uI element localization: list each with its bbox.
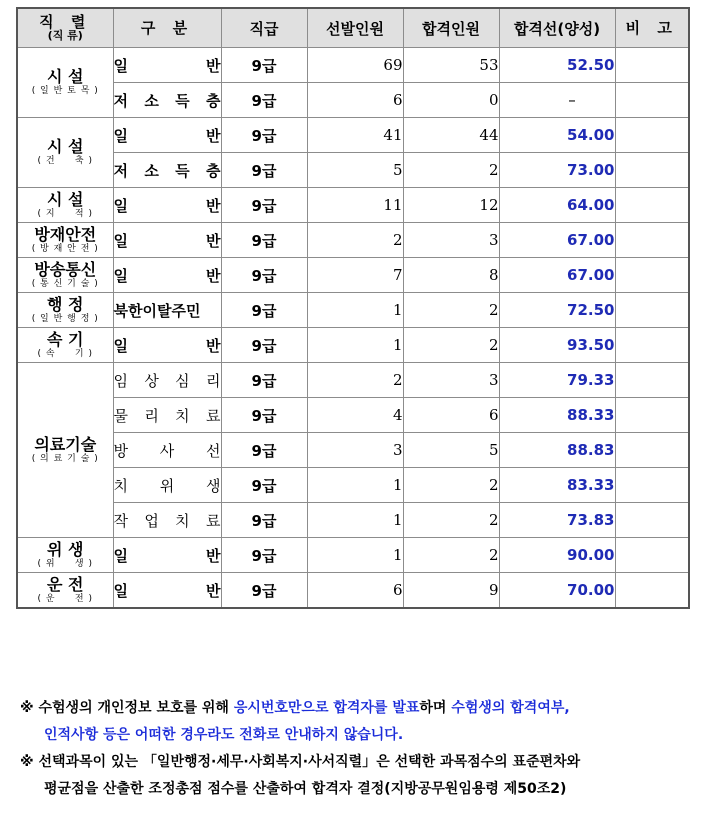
table-row: [17, 118, 689, 153]
category-cell: [17, 48, 113, 118]
table-row: [17, 468, 689, 503]
grade-cell: 9급: [221, 118, 307, 153]
category-name: 행 정: [47, 294, 84, 314]
passed-cell: 2: [403, 328, 499, 363]
selected-cell: 1: [307, 503, 403, 538]
table-row: [17, 328, 689, 363]
division-cell: [113, 433, 221, 468]
division-label: 물 리 치 료: [113, 406, 221, 425]
grade-cell: 9급: [221, 83, 307, 118]
division-cell: [113, 328, 221, 363]
category-subname: ( 속 기 ): [37, 348, 93, 359]
remarks-cell: [615, 538, 689, 573]
category-cell: [17, 258, 113, 293]
remarks-cell: [615, 153, 689, 188]
cutoff-cell: –: [499, 83, 615, 118]
division-cell: [113, 153, 221, 188]
category-name: 방송통신: [34, 259, 97, 279]
cutoff-cell: 70.00: [499, 573, 615, 609]
selected-cell: 1: [307, 328, 403, 363]
note-privacy: ※ 수험생의 개인정보 보호를 위해 응시번호만으로 합격자를 발표하며 수험생의 합격여부,: [20, 700, 570, 716]
grade-cell: 9급: [221, 363, 307, 398]
category-cell: [17, 363, 113, 538]
passed-cell: 53: [403, 48, 499, 83]
grade-cell: 9급: [221, 48, 307, 83]
grade-cell: 9급: [221, 223, 307, 258]
remarks-cell: [615, 573, 689, 609]
category-cell: [17, 118, 113, 188]
division-cell: [113, 188, 221, 223]
passed-cell: 3: [403, 223, 499, 258]
table-row: [17, 293, 689, 328]
category-name: 의료기술: [34, 434, 97, 454]
category-cell: [17, 223, 113, 258]
division-cell: [113, 48, 221, 83]
division-cell: [113, 363, 221, 398]
selected-cell: 7: [307, 258, 403, 293]
table-row: [17, 83, 689, 118]
table-row: [17, 258, 689, 293]
division-cell: [113, 503, 221, 538]
passed-cell: 2: [403, 293, 499, 328]
grade-cell: 9급: [221, 573, 307, 609]
selected-cell: 3: [307, 433, 403, 468]
division-label: 저 소 득 층: [113, 161, 221, 180]
passed-cell: 8: [403, 258, 499, 293]
note-privacy-cont: 인적사항 등은 어떠한 경우라도 전화로 안내하지 않습니다.: [44, 727, 404, 743]
division-label: 저 소 득 층: [113, 91, 221, 110]
grade-cell: 9급: [221, 258, 307, 293]
table-row: [17, 153, 689, 188]
remarks-cell: [615, 328, 689, 363]
header-division: 구 분: [113, 8, 221, 48]
cutoff-cell: 72.50: [499, 293, 615, 328]
cutoff-cell: 90.00: [499, 538, 615, 573]
table-row: [17, 538, 689, 573]
selected-cell: 5: [307, 153, 403, 188]
remarks-cell: [615, 468, 689, 503]
selected-cell: 2: [307, 223, 403, 258]
header-grade: 직급: [221, 8, 307, 48]
category-name: 시 설: [47, 137, 84, 156]
grade-cell: 9급: [221, 503, 307, 538]
category-subname: ( 지 적 ): [37, 208, 93, 219]
category-subname: ( 일 반 토 목 ): [31, 86, 99, 96]
cutoff-cell: 93.50: [499, 328, 615, 363]
grade-cell: 9급: [221, 188, 307, 223]
passed-cell: 6: [403, 398, 499, 433]
division-cell: [113, 223, 221, 258]
category-subname: ( 위 생 ): [37, 558, 93, 569]
category-cell: [17, 328, 113, 363]
division-cell: [113, 573, 221, 609]
category-cell: [17, 573, 113, 609]
passed-cell: 2: [403, 153, 499, 188]
passed-cell: 2: [403, 538, 499, 573]
category-cell: [17, 188, 113, 223]
table-row: [17, 48, 689, 83]
division-cell: [113, 83, 221, 118]
remarks-cell: [615, 118, 689, 153]
note-scoring: ※ 선택과목이 있는 「일반행정·세무·사회복지·사서직렬」은 선택한 과목점수의 표준편차와: [20, 754, 581, 770]
category-name: 운 전: [47, 574, 84, 594]
division-cell: [113, 118, 221, 153]
remarks-cell: [615, 433, 689, 468]
category-cell: [17, 293, 113, 328]
category-subname: ( 운 전 ): [37, 593, 93, 604]
header-selected: 선발인원: [307, 8, 403, 48]
category-subname: ( 일 반 행 정 ): [31, 313, 99, 324]
remarks-cell: [615, 188, 689, 223]
cutoff-cell: 83.33: [499, 468, 615, 503]
division-label: 일 반: [113, 266, 221, 285]
category-name: 시 설: [47, 189, 84, 209]
table-row: [17, 398, 689, 433]
cutoff-cell: 88.33: [499, 398, 615, 433]
grade-cell: 9급: [221, 398, 307, 433]
division-label: 일 반: [113, 336, 221, 355]
grade-cell: 9급: [221, 153, 307, 188]
division-label: 임 상 심 리: [113, 371, 221, 390]
grade-cell: 9급: [221, 293, 307, 328]
remarks-cell: [615, 258, 689, 293]
division-label: 일 반: [113, 56, 221, 75]
selected-cell: 41: [307, 118, 403, 153]
passed-cell: 2: [403, 503, 499, 538]
selected-cell: 1: [307, 293, 403, 328]
remarks-cell: [615, 503, 689, 538]
grade-cell: 9급: [221, 468, 307, 503]
table-row: [17, 573, 689, 609]
remarks-cell: [615, 293, 689, 328]
category-subname: ( 통 신 기 술 ): [31, 278, 99, 289]
table-row: [17, 188, 689, 223]
cutoff-cell: 88.83: [499, 433, 615, 468]
passed-cell: 0: [403, 83, 499, 118]
passed-cell: 44: [403, 118, 499, 153]
division-label: 일 반: [113, 581, 221, 600]
division-cell: [113, 538, 221, 573]
selected-cell: 11: [307, 188, 403, 223]
table-row: [17, 223, 689, 258]
grade-cell: 9급: [221, 538, 307, 573]
passed-cell: 12: [403, 188, 499, 223]
remarks-cell: [615, 48, 689, 83]
cutoff-cell: 73.00: [499, 153, 615, 188]
division-cell: 북한이탈주민: [113, 293, 221, 328]
grade-cell: 9급: [221, 433, 307, 468]
selected-cell: 1: [307, 468, 403, 503]
cutoff-cell: 54.00: [499, 118, 615, 153]
category-subname: ( 건 축 ): [37, 156, 93, 166]
passed-cell: 2: [403, 468, 499, 503]
remarks-cell: [615, 363, 689, 398]
remarks-cell: [615, 223, 689, 258]
division-label: 일 반: [113, 231, 221, 250]
division-cell: [113, 258, 221, 293]
division-cell: [113, 468, 221, 503]
selected-cell: 2: [307, 363, 403, 398]
cutoff-cell: 79.33: [499, 363, 615, 398]
passed-cell: 9: [403, 573, 499, 609]
header-cutoff: 합격선(양성): [499, 8, 615, 48]
category-name: 위 생: [47, 539, 84, 559]
selected-cell: 6: [307, 83, 403, 118]
header-remarks: 비 고: [615, 8, 689, 48]
passed-cell: 5: [403, 433, 499, 468]
passed-cell: 3: [403, 363, 499, 398]
grade-cell: 9급: [221, 328, 307, 363]
category-name: 시 설: [47, 67, 84, 86]
remarks-cell: [615, 83, 689, 118]
category-name: 속 기: [47, 329, 84, 349]
selected-cell: 1: [307, 538, 403, 573]
table-row: [17, 363, 689, 398]
selected-cell: 6: [307, 573, 403, 609]
table-row: [17, 503, 689, 538]
category-subname: ( 방 재 안 전 ): [31, 243, 99, 254]
category-cell: [17, 538, 113, 573]
division-label: 방 사 선: [113, 441, 221, 460]
division-label: 일 반: [113, 126, 221, 145]
notes-section: [20, 695, 690, 803]
cutoff-cell: 52.50: [499, 48, 615, 83]
division-label: 일 반: [113, 546, 221, 565]
header-passed: 합격인원: [403, 8, 499, 48]
cutoff-cell: 67.00: [499, 258, 615, 293]
selected-cell: 69: [307, 48, 403, 83]
note-scoring-cont: 평균점을 산출한 조정총점 점수를 산출하여 합격자 결정(지방공무원임용령 제50조2): [44, 781, 567, 797]
category-subname: ( 의 료 기 술 ): [31, 453, 99, 464]
results-table: [16, 7, 690, 609]
division-label: 작 업 치 료: [113, 511, 221, 530]
table-row: [17, 433, 689, 468]
cutoff-cell: 64.00: [499, 188, 615, 223]
cutoff-cell: 67.00: [499, 223, 615, 258]
division-cell: [113, 398, 221, 433]
selected-cell: 4: [307, 398, 403, 433]
division-label: 치 위 생: [113, 476, 221, 495]
table-header-row: [17, 8, 689, 48]
category-name: 방재안전: [34, 224, 97, 244]
remarks-cell: [615, 398, 689, 433]
cutoff-cell: 73.83: [499, 503, 615, 538]
header-category: 직 렬 (직 류): [17, 8, 113, 48]
division-label: 일 반: [113, 196, 221, 215]
